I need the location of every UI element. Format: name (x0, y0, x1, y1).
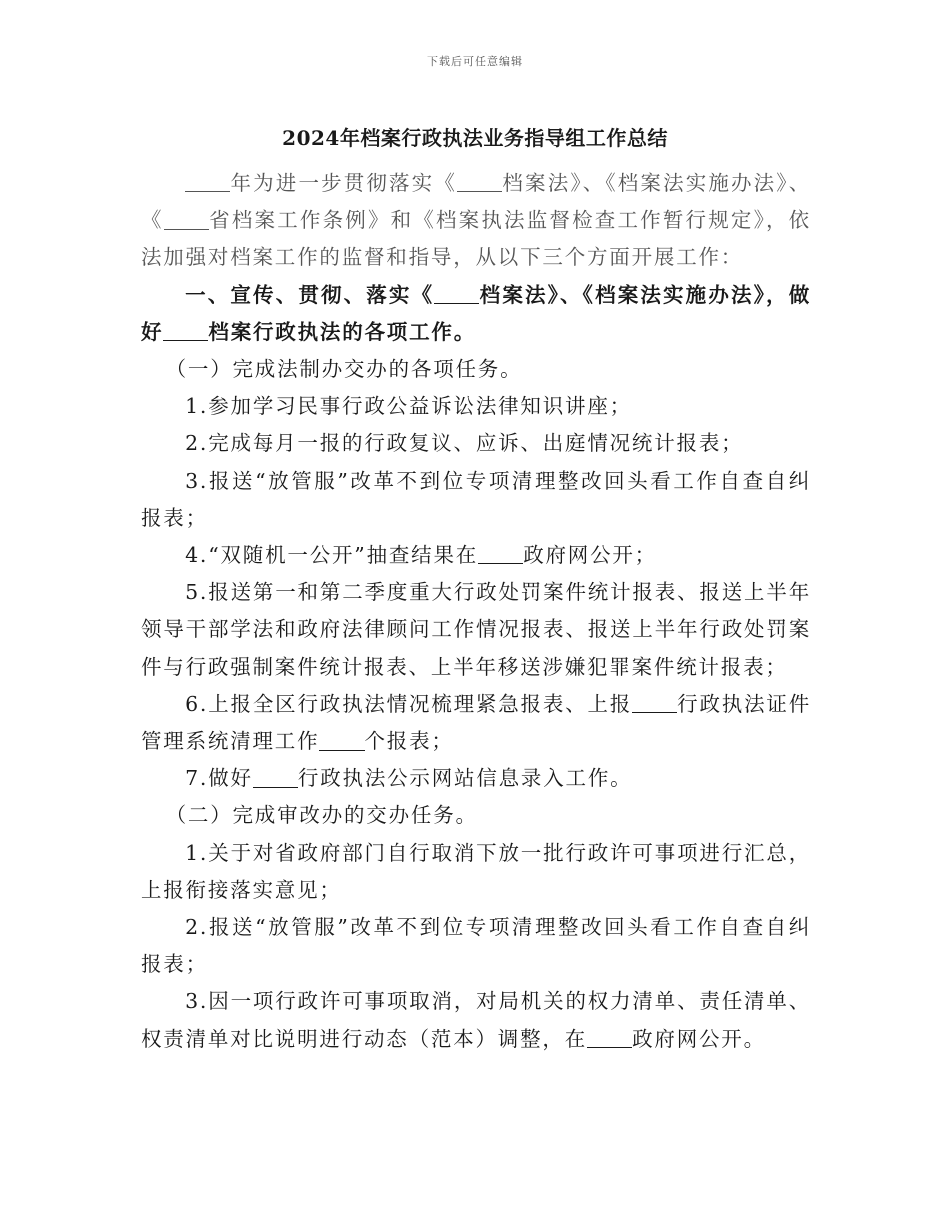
item-text: 行政执法公示网站信息录入工作。 (297, 766, 633, 791)
list-item: 2.完成每月一报的行政复议、应诉、出庭情况统计报表； (185, 431, 744, 456)
list-item: 3.报送“放管服”改革不到位专项清理整改回头看工作自查自纠报表； (141, 468, 811, 530)
list-item: 5.报送第一和第二季度重大行政处罚案件统计报表、报送上半年领导干部学法和政府法律顾问工作情况报表、报送上半年行政处罚案件与行政强制案件统计报表、上半年移送涉嫌犯罪案件统计报表； (141, 580, 811, 679)
blank-line (434, 283, 479, 305)
item-text: 7.做好 (185, 766, 253, 791)
item-text: 3.因一项行政许可事项取消，对局机关的权力清单、责任清单、权责清单对比说明进行动态（范本）调整，在 (141, 989, 811, 1051)
blank-line (457, 171, 502, 193)
item-text: 政府网公开； (523, 543, 657, 568)
list-item: 1.关于对省政府部门自行取消下放一批行政许可事项进行汇总，上报衔接落实意见； (141, 840, 811, 902)
intro-text: 省档案工作条例》和《档案执法监督检查工作暂行规定》，依法加强对档案工作的监督和指导，从以下三个方面开展工作： (141, 208, 811, 270)
section-text: 档案行政执法的各项工作。 (208, 319, 477, 344)
blank-line (253, 766, 298, 788)
section-text: 档案法》、《档案法实施办法》，做好 (141, 282, 811, 344)
blank-line (478, 543, 523, 565)
item-text: 4.“双随机一公开”抽查结果在 (185, 543, 479, 568)
item-text: 政府网公开。 (632, 1026, 766, 1051)
list-item (141, 537, 811, 574)
list-item: 1.参加学习民事行政公益诉讼法律知识讲座； (185, 394, 632, 419)
intro-text: 档案法》、《档案法实施办法》、《 (141, 171, 812, 233)
list-item: 2.报送“放管服”改革不到位专项清理整改回头看工作自查自纠报表； (141, 915, 811, 977)
section-heading-1 (141, 277, 811, 351)
document-body (141, 165, 811, 1058)
list-item (141, 983, 811, 1057)
item-text: 行政执法证件管理系统清理工作 (141, 691, 811, 754)
intro-paragraph (141, 165, 811, 277)
item-text: 个报表； (364, 729, 454, 754)
section-text: 一、宣传、贯彻、落实《 (185, 282, 435, 307)
blank-line (185, 171, 230, 193)
list-item (141, 686, 811, 760)
subsection-heading-1: （一）完成法制办交办的各项任务。 (165, 357, 523, 382)
blank-line (587, 1027, 632, 1049)
subsection-heading-2: （二）完成审改办的交办任务。 (165, 803, 478, 828)
blank-line (163, 320, 208, 342)
blank-line (632, 692, 677, 714)
item-text: 6.上报全区行政执法情况梳理紧急报表、上报 (185, 691, 633, 716)
blank-line (164, 208, 209, 230)
document-title: 2024年档案行政执法业务指导组工作总结 (282, 126, 668, 150)
header-note: 下载后可任意编辑 (427, 55, 523, 68)
blank-line (319, 729, 364, 751)
intro-text: 年为进一步贯彻落实《 (230, 171, 457, 195)
list-item (141, 760, 811, 797)
